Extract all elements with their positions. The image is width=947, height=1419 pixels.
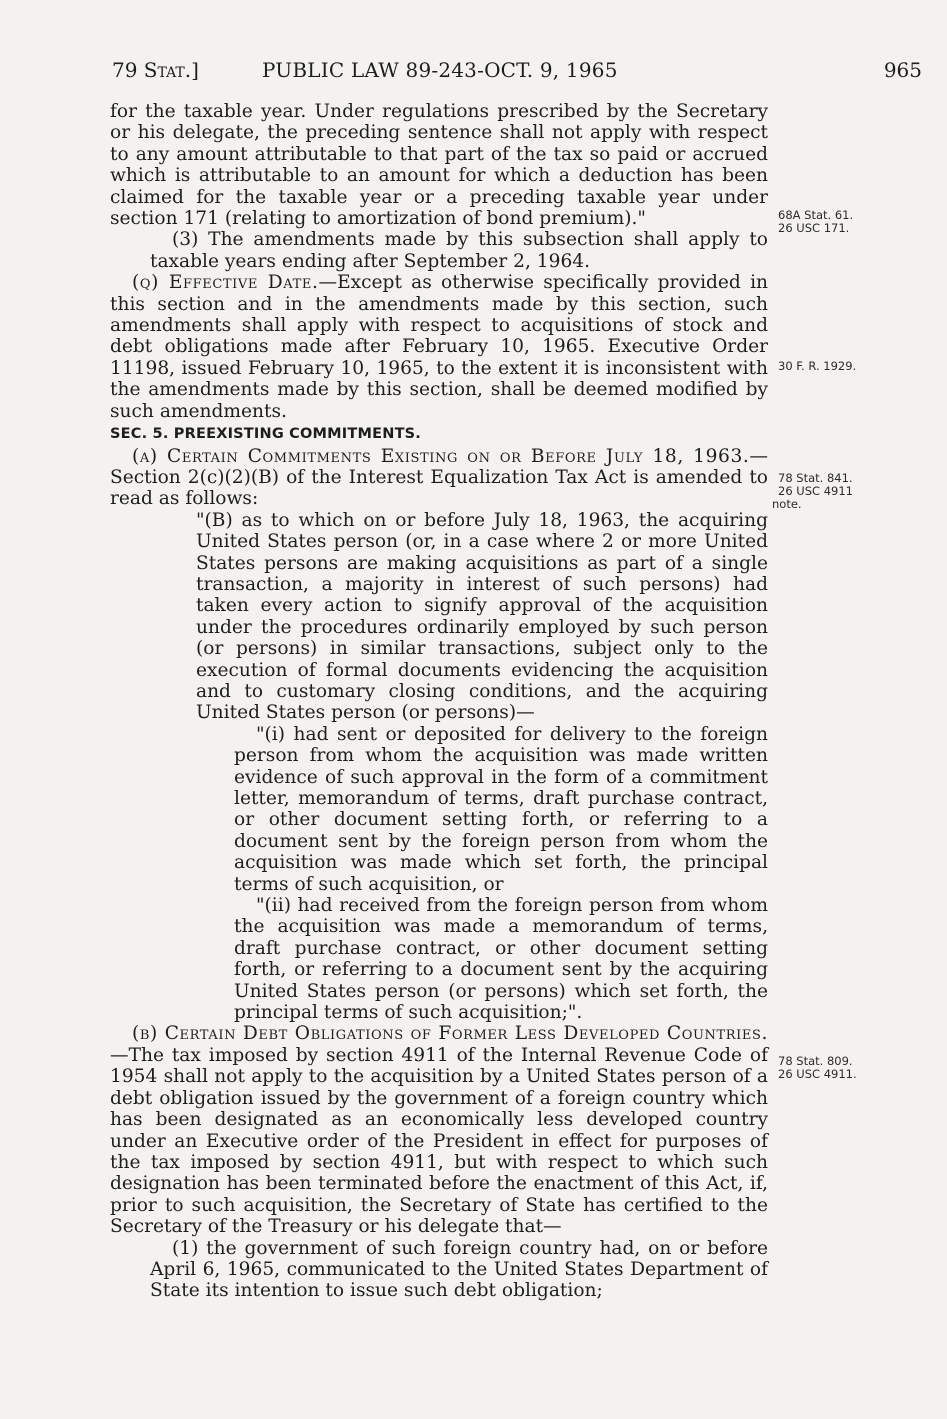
margin-note-line: 68A Stat. 61.	[778, 208, 854, 222]
statute-text	[110, 101, 768, 1302]
paragraph-continuation: for the taxable year. Under regulations prescribed by the Secretary or his delegate, the preceding sentence shall not apply with respect to any amount attributable to that part of the tax so paid or accrued which is attributable to an amount for which a deduction has been claimed for the taxable year or a preceding taxable year under section 171 (relating to amortization of bond premium)."	[110, 101, 768, 230]
margin-note-line: 78 Stat. 841.	[778, 471, 853, 485]
paragraph-q3: (3) The amendments made by this subsection shall apply to taxable years ending after September 2, 1964.	[150, 229, 768, 272]
debt-obligations-heading: (b) Certain Debt Obligations of Former Less Developed Countries.	[132, 1023, 768, 1045]
debt-obligations-text: —The tax imposed by section 4911 of the Internal Revenue Code of 1954 shall not apply to the acquisition by a United States person of a debt obligation issued by the government of a foreign country which has been designated as an economically less developed country under an Executive order of the President in effect for purposes of the tax imposed by section 4911, but with respect to which such designation has been terminated before the enactment of this Act, if, prior to such acquisition, the Secretary of State has certified to the Secretary of the Treasury or his delegate that—	[110, 1044, 768, 1238]
page-number: 965	[883, 58, 922, 82]
page-header	[112, 58, 922, 84]
paragraph-B-text: "(B) as to which on or before July 18, 1963, the acquiring United States person (or, in a case where 2 or more United States persons are making acquisitions as part of a single transaction, a majority in interest of such persons) had taken every action to signify approval of the acquisition under the procedures ordinarily employed by such person (or persons) in similar transactions, subject only to the execution of formal documents evidencing the acquisition and to customary closing conditions, and the acquiring United States person (or persons)—	[196, 509, 768, 724]
commitments-text: —Section 2(c)(2)(B) of the Interest Equalization Tax Act is amended to read as follows:	[110, 445, 768, 510]
effective-date-heading: (q) Effective Date.	[132, 272, 319, 294]
paragraph-b	[110, 1023, 768, 1237]
paragraph-a	[110, 446, 768, 510]
margin-note-3	[772, 471, 853, 511]
margin-note-line: note.	[772, 497, 802, 511]
margin-note-line: 78 Stat. 809.	[778, 1054, 853, 1068]
page-title: PUBLIC LAW 89-243-OCT. 9, 1965	[262, 58, 618, 82]
margin-note-line: 26 USC 171.	[778, 221, 850, 235]
paragraph-b1: (1) the government of such foreign country had, on or before April 6, 1965, communicated to the United States Department of State its intention to issue such debt obligation;	[150, 1237, 768, 1302]
section-heading: SEC. 5. PREEXISTING COMMITMENTS.	[110, 426, 422, 443]
margin-note-line: 30 F. R. 1929.	[778, 359, 857, 373]
margin-note-2	[778, 360, 856, 373]
paragraph-ii: "(ii) had received from the foreign person from whom the acquisition was made a memorandum of terms, draft purchase contract, or other document setting forth, or referring to a document sent by the acquiring United States person (or persons) which set forth, the principal terms of such acquisition;".	[234, 895, 768, 1024]
effective-date-text: —Except as otherwise specifically provided in this section and in the amendments made by this section, such amendments shall apply with respect to acquisitions of stock and debt obligations made after February 10, 1965. Executive Order 11198, issued February 10, 1965, to the extent it is inconsistent with the amendments made by this section, shall be deemed modified by such amendments.	[110, 272, 769, 422]
margin-note-4	[778, 1055, 857, 1081]
margin-note-line: 26 USC 4911	[778, 484, 853, 498]
volume-reference: 79 Stat.]	[112, 58, 199, 82]
paragraph-B	[110, 510, 768, 724]
commitments-heading: (a) Certain Commitments Existing on or Before July 18, 1963.	[132, 445, 750, 467]
paragraph-i: "(i) had sent or deposited for delivery to the foreign person from whom the acquisition was made written evidence of such approval in the form of a commitment letter, memorandum of terms, draft purchase contract, or other document setting forth, or referring to a document sent by the foreign person from whom the acquisition was made which set forth, the principal terms of such acquisition, or	[234, 723, 768, 895]
margin-note-1	[778, 209, 853, 235]
paragraph-q	[110, 272, 768, 422]
margin-note-line: 26 USC 4911.	[778, 1067, 857, 1081]
